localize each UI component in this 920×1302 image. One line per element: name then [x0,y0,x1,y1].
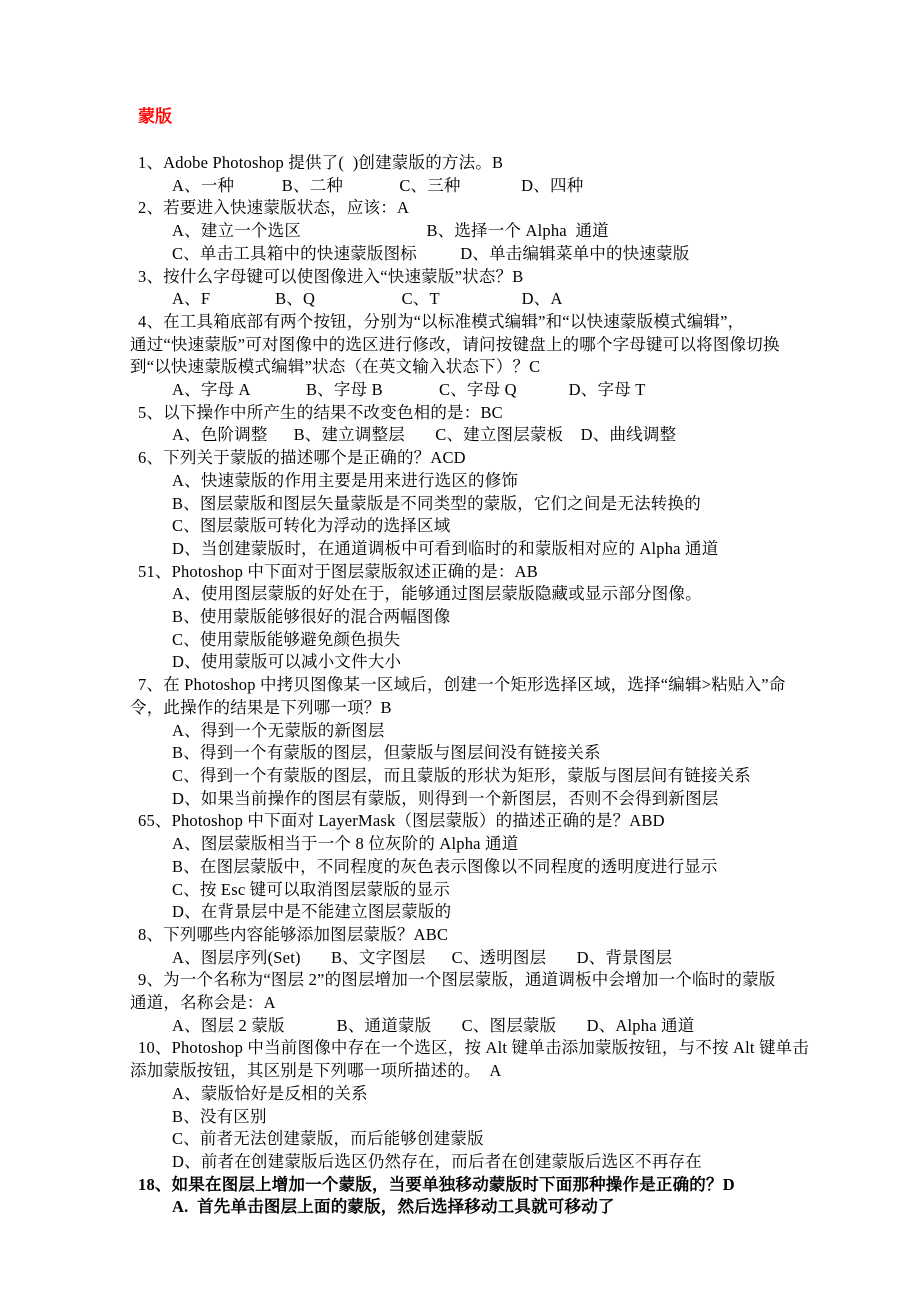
text-line: 到“以快速蒙版模式编辑”状态（在英文输入状态下）？C [130,357,541,377]
document-title: 蒙版 [138,107,172,126]
text-line: A、色阶调整 B、建立调整层 C、建立图层蒙板 D、曲线调整 [172,425,677,445]
text-line: 18、如果在图层上增加一个蒙版，当要单独移动蒙版时下面那种操作是正确的？D [138,1174,735,1194]
text-line: 5、以下操作中所产生的结果不改变色相的是：BC [138,402,503,422]
text-line: C、按 Esc 键可以取消图层蒙版的显示 [172,879,451,899]
text-line: A、图层 2 蒙版 B、通道蒙版 C、图层蒙版 D、Alpha 通道 [172,1015,695,1035]
text-line: 10、Photoshop 中当前图像中存在一个选区，按 Alt 键单击添加蒙版按钮，与不按 Alt 键单击 [138,1038,810,1058]
text-line: D、使用蒙版可以减小文件大小 [172,652,402,672]
text-line: C、图层蒙版可转化为浮动的选择区域 [172,516,451,536]
text-line: 1、Adobe Photoshop 提供了( )创建蒙版的方法。B [138,153,504,172]
text-line: B、没有区别 [172,1106,267,1126]
text-line: A、一种 B、二种 C、三种 D、四种 [172,175,584,195]
text-line: A、图层序列(Set) B、文字图层 C、透明图层 D、背景图层 [172,947,673,967]
text-line: 7、在 Photoshop 中拷贝图像某一区域后，创建一个矩形选择区域，选择“编辑>粘贴入”命 [138,675,786,695]
text-line: A、F B、Q C、T D、A [172,289,563,309]
text-line: C、使用蒙版能够避免颜色损失 [172,629,401,649]
text-line: B、得到一个有蒙版的图层，但蒙版与图层间没有链接关系 [172,743,601,763]
document-content [130,106,830,1219]
text-line: 通道，名称会是：A [130,993,276,1013]
text-line: D、在背景层中是不能建立图层蒙版的 [172,902,452,922]
text-line: 添加蒙版按钮，其区别是下列哪一项所描述的。 A [130,1061,502,1081]
text-line: 51、Photoshop 中下面对于图层蒙版叙述正确的是：AB [138,561,538,581]
text-line: 令，此操作的结果是下列哪一项？B [130,697,392,717]
text-line: C、得到一个有蒙版的图层，而且蒙版的形状为矩形，蒙版与图层间有链接关系 [172,765,752,785]
text-line: 3、按什么字母键可以使图像进入“快速蒙版”状态？B [138,266,524,286]
text-line: C、前者无法创建蒙版，而后能够创建蒙版 [172,1129,484,1149]
text-line: B、图层蒙版和图层矢量蒙版是不同类型的蒙版，它们之间是无法转换的 [172,493,701,513]
text-line: 4、在工具箱底部有两个按钮，分别为“以标准模式编辑”和“以快速蒙版模式编辑”， [138,311,745,331]
text-line: 9、为一个名称为“图层 2”的图层增加一个图层蒙版，通道调板中会增加一个临时的蒙版 [138,970,776,990]
text-line: A、快速蒙版的作用主要是用来进行选区的修饰 [172,470,519,490]
text-line: 通过“快速蒙版”可对图像中的选区进行修改，请问按键盘上的哪个字母键可以将图像切换 [130,334,780,354]
text-line: A. 首先单击图层上面的蒙版，然后选择移动工具就可移动了 [172,1197,615,1217]
text-line: 65、Photoshop 中下面对 LayerMask（图层蒙版）的描述正确的是？ABD [138,811,665,831]
text-line: A、字母 A B、字母 B C、字母 Q D、字母 T [172,380,646,400]
text-line: A、建立一个选区 B、选择一个 Alpha 通道 [172,221,609,241]
text-line: B、在图层蒙版中，不同程度的灰色表示图像以不同程度的透明度进行显示 [172,856,718,876]
text-line: 8、下列哪些内容能够添加图层蒙版？ABC [138,924,449,944]
text-line: D、当创建蒙版时，在通道调板中可看到临时的和蒙版相对应的 Alpha 通道 [172,538,719,558]
document-body [130,152,830,1219]
text-line: A、蒙版恰好是反相的关系 [172,1083,368,1103]
text-line: 6、下列关于蒙版的描述哪个是正确的？ACD [138,448,466,468]
text-line: A、图层蒙版相当于一个 8 位灰阶的 Alpha 通道 [172,834,519,854]
text-line: C、单击工具箱中的快速蒙版图标 D、单击编辑菜单中的快速蒙版 [172,243,690,263]
text-line: B、使用蒙版能够很好的混合两幅图像 [172,607,451,627]
text-line: D、如果当前操作的图层有蒙版，则得到一个新图层，否则不会得到新图层 [172,788,719,808]
text-line: A、使用图层蒙版的好处在于，能够通过图层蒙版隐藏或显示部分图像。 [172,584,702,604]
text-line: A、得到一个无蒙版的新图层 [172,720,385,740]
text-line: 2、若要进入快速蒙版状态，应该：A [138,198,410,218]
text-line: D、前者在创建蒙版后选区仍然存在，而后者在创建蒙版后选区不再存在 [172,1151,702,1171]
